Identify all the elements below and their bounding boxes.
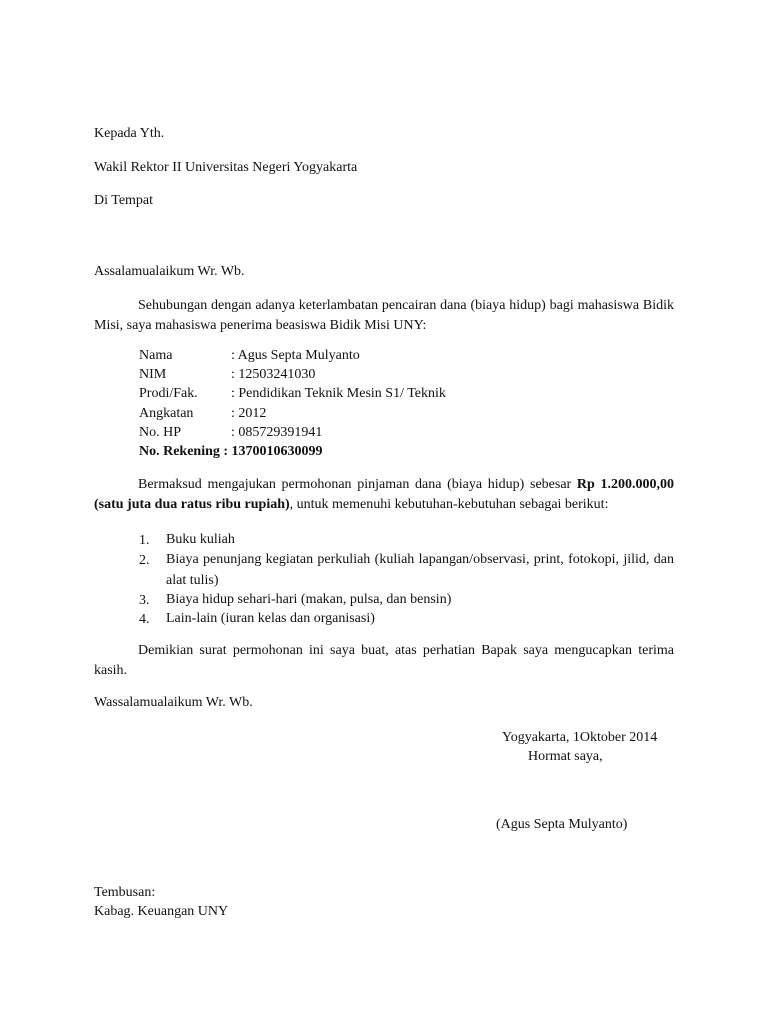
list-item-number: 1. [139,533,150,548]
identity-value-name: : Agus Septa Mulyanto [231,348,360,363]
request-text-end: , untuk memenuhi kebutuhan-kebutuhan sebagai berikut: [289,496,609,512]
signature-respect: Hormat saya, [528,749,603,764]
signature-place-date: Yogyakarta, 1Oktober 2014 [502,730,658,745]
identity-label-nim: NIM [139,367,167,382]
request-paragraph [94,475,674,514]
list-item: Buku kuliah [166,532,235,547]
identity-value-nim: : 12503241030 [231,367,316,382]
recipient-name: Wakil Rektor II Universitas Negeri Yogyakarta [94,160,358,175]
list-item-number: 2. [139,553,150,568]
identity-value-prodi: : Pendidikan Teknik Mesin S1/ Teknik [231,386,446,401]
identity-label-prodi: Prodi/Fak. [139,386,198,401]
list-item-number: 4. [139,612,150,627]
list-item: Biaya penunjang kegiatan perkuliah (kuliah lapangan/observasi, print, fotokopi, jilid, dan alat tulis) [166,552,674,588]
identity-label-name: Nama [139,348,173,363]
signature-name: (Agus Septa Mulyanto) [496,817,628,832]
intro-paragraph: Sehubungan dengan adanya keterlambatan pencairan dana (biaya hidup) bagi mahasiswa Bidik Misi, saya mahasiswa penerima beasiswa Bidik Misi UNY: [94,298,674,333]
identity-label-angkatan: Angkatan [139,406,194,421]
recipient-salutation: Kepada Yth. [94,126,165,141]
closing-paragraph: Demikian surat permohonan ini saya buat, atas perhatian Bapak saya mengucapkan terima kasih. [94,643,674,678]
cc-recipient: Kabag. Keuangan UNY [94,904,229,919]
list-item: Lain-lain (iuran kelas dan organisasi) [166,611,375,626]
farewell: Wassalamualaikum Wr. Wb. [94,695,253,710]
identity-value-hp: : 085729391941 [231,425,323,440]
identity-value-angkatan: : 2012 [231,406,267,421]
list-item-number: 3. [139,593,150,608]
identity-account: No. Rekening : 1370010630099 [139,444,323,459]
list-item: Biaya hidup sehari-hari (makan, pulsa, dan bensin) [166,592,452,607]
request-amount: Rp 1.200.000,00 (satu juta dua ratus ribu rupiah) [94,477,675,512]
recipient-place: Di Tempat [94,193,154,208]
identity-label-hp: No. HP [139,425,182,440]
greeting: Assalamualaikum Wr. Wb. [94,264,245,279]
cc-label: Tembusan: [94,885,156,900]
request-text-start: Bermaksud mengajukan permohonan pinjaman dana (biaya hidup) sebesar [138,477,577,492]
